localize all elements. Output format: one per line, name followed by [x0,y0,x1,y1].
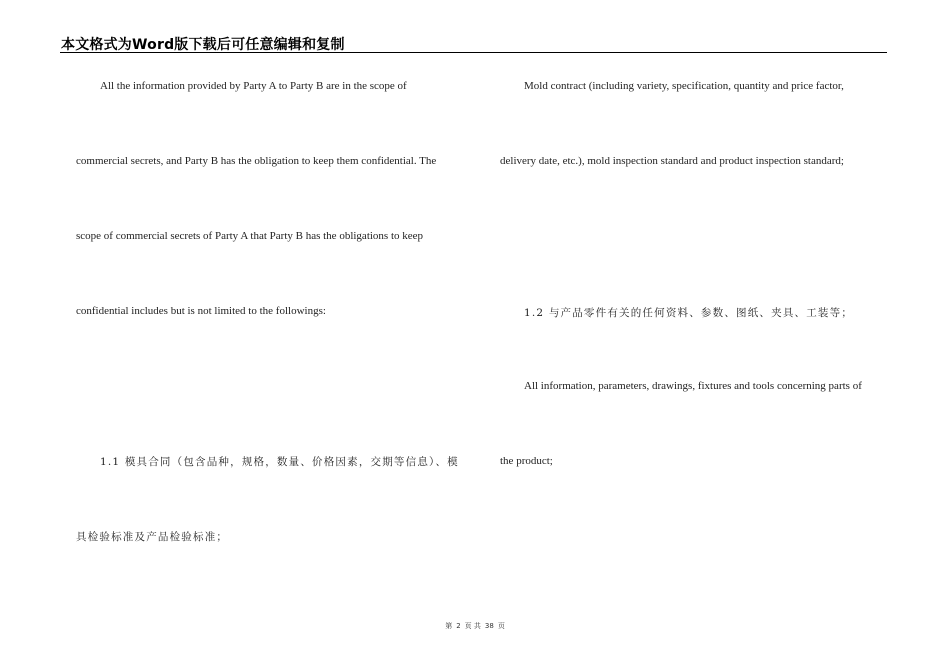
page-label-prefix: 第 [445,622,453,630]
page-label-mid: 页 共 [464,622,481,630]
right-paragraph-line-2: delivery date, etc.), mold inspection standard and product inspection standard; [500,155,844,167]
left-paragraph-line-5: 1.1 模具合同（包含品种，规格，数量、价格因素，交期等信息）、模 [100,456,459,468]
left-paragraph-line-3: scope of commercial secrets of Party A that Party B has the obligations to keep [76,230,424,242]
left-paragraph-line-4: confidential includes but is not limited to the followings: [76,305,326,317]
left-paragraph-line-2: commercial secrets, and Party B has the obligation to keep them confidential. The [76,155,437,167]
right-paragraph-line-3: 1.2 与产品零件有关的任何资料、参数、图纸、夹具、工装等； [524,307,854,319]
page-number-footer [0,621,950,631]
header-divider [60,52,887,53]
total-pages-number: 38 [484,622,494,630]
right-paragraph-line-1: Mold contract (including variety, specification, quantity and price factor, [524,80,844,92]
current-page-number: 2 [456,622,461,630]
left-paragraph-line-1: All the information provided by Party A to Party B are in the scope of [100,80,407,92]
right-paragraph-line-5: the product; [500,455,553,467]
page-label-suffix: 页 [497,622,505,630]
left-paragraph-line-6: 具检验标准及产品检验标准； [76,531,229,543]
document-header-title: 本文格式为Word版下载后可任意编辑和复制 [61,37,345,53]
right-paragraph-line-4: All information, parameters, drawings, fixtures and tools concerning parts of [524,380,862,392]
